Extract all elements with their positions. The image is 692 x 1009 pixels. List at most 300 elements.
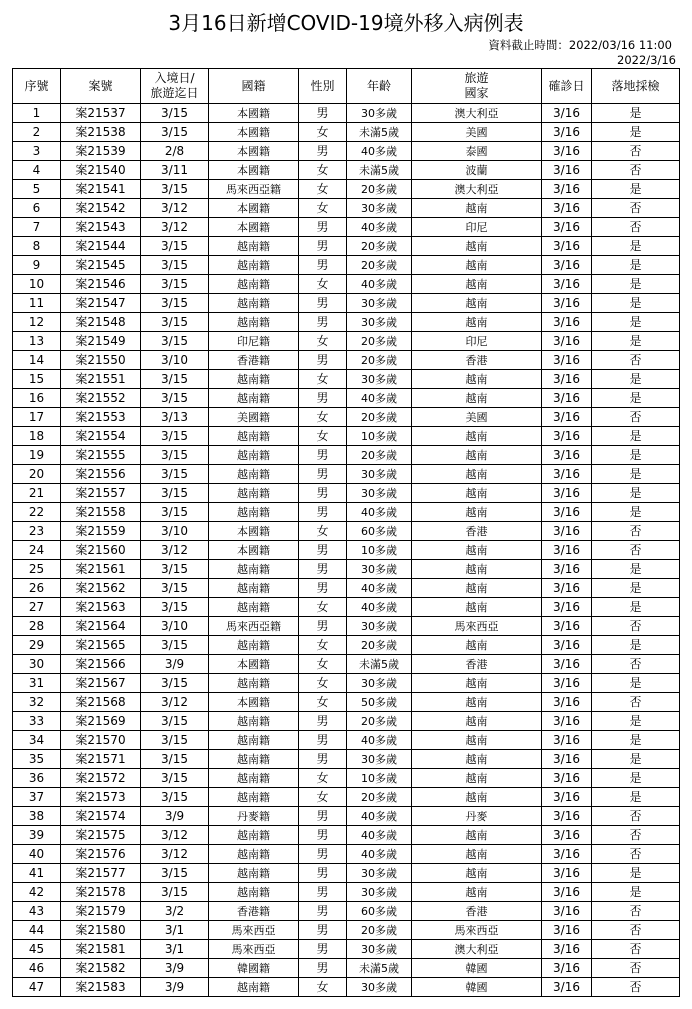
- table-row: [13, 769, 680, 788]
- cell-nationality: 本國籍: [209, 161, 299, 180]
- cell-age: 40多歲: [347, 503, 412, 522]
- cell-nationality: 本國籍: [209, 541, 299, 560]
- cell-travel-country: 印尼: [412, 332, 542, 351]
- cell-serial: 16: [13, 389, 61, 408]
- cell-entry-date: 3/9: [141, 959, 209, 978]
- table-row: [13, 408, 680, 427]
- cell-serial: 5: [13, 180, 61, 199]
- cell-sex: 男: [299, 902, 347, 921]
- cell-diagnosis-date: 3/16: [542, 959, 592, 978]
- cell-case-number: 案21559: [61, 522, 141, 541]
- cell-nationality: 越南籍: [209, 769, 299, 788]
- cell-nationality: 馬來西亞籍: [209, 617, 299, 636]
- cell-entry-date: 3/15: [141, 503, 209, 522]
- cell-diagnosis-date: 3/16: [542, 864, 592, 883]
- cell-nationality: 越南籍: [209, 294, 299, 313]
- cell-travel-country: 越南: [412, 294, 542, 313]
- table-row: [13, 446, 680, 465]
- header-airport-test: 落地採檢: [592, 69, 680, 104]
- cell-case-number: 案21577: [61, 864, 141, 883]
- table-row: [13, 142, 680, 161]
- cell-sex: 男: [299, 845, 347, 864]
- cell-age: 40多歲: [347, 826, 412, 845]
- cell-airport-test: 是: [592, 294, 680, 313]
- cell-entry-date: 3/9: [141, 655, 209, 674]
- cell-serial: 25: [13, 560, 61, 579]
- table-row: [13, 199, 680, 218]
- cell-serial: 31: [13, 674, 61, 693]
- cell-diagnosis-date: 3/16: [542, 199, 592, 218]
- cell-serial: 23: [13, 522, 61, 541]
- cell-sex: 女: [299, 370, 347, 389]
- cell-travel-country: 越南: [412, 864, 542, 883]
- cell-airport-test: 是: [592, 636, 680, 655]
- cell-age: 20多歲: [347, 237, 412, 256]
- cell-sex: 女: [299, 655, 347, 674]
- cell-entry-date: 3/15: [141, 883, 209, 902]
- cell-airport-test: 是: [592, 256, 680, 275]
- cell-travel-country: 越南: [412, 693, 542, 712]
- table-row: [13, 674, 680, 693]
- cell-diagnosis-date: 3/16: [542, 598, 592, 617]
- cell-nationality: 本國籍: [209, 123, 299, 142]
- cell-airport-test: 否: [592, 408, 680, 427]
- cell-travel-country: 越南: [412, 674, 542, 693]
- cell-nationality: 本國籍: [209, 104, 299, 123]
- cell-age: 30多歲: [347, 940, 412, 959]
- table-row: [13, 294, 680, 313]
- cell-sex: 女: [299, 199, 347, 218]
- cell-travel-country: 韓國: [412, 959, 542, 978]
- cell-case-number: 案21539: [61, 142, 141, 161]
- cell-diagnosis-date: 3/16: [542, 807, 592, 826]
- cell-entry-date: 3/15: [141, 712, 209, 731]
- table-row: [13, 541, 680, 560]
- cell-entry-date: 3/1: [141, 940, 209, 959]
- cell-nationality: 越南籍: [209, 389, 299, 408]
- cell-diagnosis-date: 3/16: [542, 845, 592, 864]
- cell-case-number: 案21576: [61, 845, 141, 864]
- cell-travel-country: 澳大利亞: [412, 104, 542, 123]
- cell-age: 10多歲: [347, 769, 412, 788]
- cell-sex: 男: [299, 959, 347, 978]
- cell-sex: 男: [299, 313, 347, 332]
- cell-airport-test: 是: [592, 275, 680, 294]
- cell-case-number: 案21544: [61, 237, 141, 256]
- cell-sex: 男: [299, 503, 347, 522]
- cell-sex: 女: [299, 123, 347, 142]
- cell-serial: 28: [13, 617, 61, 636]
- cell-sex: 男: [299, 864, 347, 883]
- cell-sex: 女: [299, 636, 347, 655]
- cell-nationality: 香港籍: [209, 902, 299, 921]
- cell-entry-date: 3/13: [141, 408, 209, 427]
- cell-entry-date: 3/2: [141, 902, 209, 921]
- cell-nationality: 越南籍: [209, 978, 299, 997]
- cell-airport-test: 是: [592, 332, 680, 351]
- cell-diagnosis-date: 3/16: [542, 731, 592, 750]
- cell-sex: 男: [299, 484, 347, 503]
- cell-diagnosis-date: 3/16: [542, 788, 592, 807]
- cell-serial: 40: [13, 845, 61, 864]
- cell-airport-test: 是: [592, 313, 680, 332]
- cell-serial: 27: [13, 598, 61, 617]
- cell-travel-country: 波蘭: [412, 161, 542, 180]
- cell-airport-test: 是: [592, 712, 680, 731]
- cell-sex: 女: [299, 427, 347, 446]
- cell-case-number: 案21560: [61, 541, 141, 560]
- cell-sex: 男: [299, 218, 347, 237]
- table-row: [13, 465, 680, 484]
- cell-serial: 45: [13, 940, 61, 959]
- cell-entry-date: 3/10: [141, 351, 209, 370]
- cell-sex: 男: [299, 940, 347, 959]
- cell-travel-country: 美國: [412, 408, 542, 427]
- table-row: [13, 636, 680, 655]
- cell-nationality: 越南籍: [209, 636, 299, 655]
- cell-nationality: 印尼籍: [209, 332, 299, 351]
- cell-case-number: 案21557: [61, 484, 141, 503]
- cell-airport-test: 是: [592, 503, 680, 522]
- cell-serial: 29: [13, 636, 61, 655]
- cell-case-number: 案21553: [61, 408, 141, 427]
- cell-entry-date: 3/15: [141, 123, 209, 142]
- cell-diagnosis-date: 3/16: [542, 370, 592, 389]
- cell-diagnosis-date: 3/16: [542, 408, 592, 427]
- cell-travel-country: 香港: [412, 655, 542, 674]
- cell-serial: 6: [13, 199, 61, 218]
- cell-sex: 女: [299, 332, 347, 351]
- table-body: [13, 104, 680, 997]
- cell-serial: 4: [13, 161, 61, 180]
- cell-serial: 32: [13, 693, 61, 712]
- cell-age: 30多歲: [347, 864, 412, 883]
- cell-travel-country: 越南: [412, 389, 542, 408]
- cell-nationality: 本國籍: [209, 655, 299, 674]
- table-row: [13, 712, 680, 731]
- table-row: [13, 522, 680, 541]
- cell-case-number: 案21564: [61, 617, 141, 636]
- cell-serial: 41: [13, 864, 61, 883]
- cell-serial: 35: [13, 750, 61, 769]
- cell-diagnosis-date: 3/16: [542, 750, 592, 769]
- cell-case-number: 案21563: [61, 598, 141, 617]
- cell-airport-test: 否: [592, 541, 680, 560]
- cell-entry-date: 3/15: [141, 446, 209, 465]
- cell-age: 40多歲: [347, 275, 412, 294]
- cell-travel-country: 越南: [412, 750, 542, 769]
- cell-case-number: 案21570: [61, 731, 141, 750]
- cell-case-number: 案21549: [61, 332, 141, 351]
- cell-age: 20多歲: [347, 256, 412, 275]
- cell-case-number: 案21554: [61, 427, 141, 446]
- table-row: [13, 237, 680, 256]
- table-row: [13, 693, 680, 712]
- cell-diagnosis-date: 3/16: [542, 104, 592, 123]
- cell-case-number: 案21543: [61, 218, 141, 237]
- cell-nationality: 越南籍: [209, 237, 299, 256]
- table-row: [13, 351, 680, 370]
- cell-entry-date: 3/15: [141, 427, 209, 446]
- cell-travel-country: 越南: [412, 503, 542, 522]
- cell-sex: 女: [299, 788, 347, 807]
- cell-sex: 女: [299, 161, 347, 180]
- cell-age: 20多歲: [347, 332, 412, 351]
- cell-entry-date: 3/15: [141, 731, 209, 750]
- cell-entry-date: 3/15: [141, 294, 209, 313]
- cell-diagnosis-date: 3/16: [542, 218, 592, 237]
- cell-travel-country: 越南: [412, 370, 542, 389]
- cell-travel-country: 越南: [412, 427, 542, 446]
- cell-diagnosis-date: 3/16: [542, 142, 592, 161]
- table-row: [13, 313, 680, 332]
- cell-travel-country: 美國: [412, 123, 542, 142]
- table-row: [13, 921, 680, 940]
- cell-diagnosis-date: 3/16: [542, 921, 592, 940]
- cell-sex: 男: [299, 541, 347, 560]
- cell-diagnosis-date: 3/16: [542, 579, 592, 598]
- cell-sex: 女: [299, 522, 347, 541]
- cell-airport-test: 是: [592, 674, 680, 693]
- cell-age: 20多歲: [347, 788, 412, 807]
- table-row: [13, 275, 680, 294]
- cell-airport-test: 否: [592, 655, 680, 674]
- cell-age: 40多歲: [347, 845, 412, 864]
- cell-airport-test: 是: [592, 370, 680, 389]
- table-row: [13, 598, 680, 617]
- cell-diagnosis-date: 3/16: [542, 712, 592, 731]
- cell-entry-date: 3/15: [141, 180, 209, 199]
- cell-entry-date: 3/15: [141, 370, 209, 389]
- cell-diagnosis-date: 3/16: [542, 655, 592, 674]
- cell-sex: 男: [299, 446, 347, 465]
- cell-sex: 男: [299, 237, 347, 256]
- cell-sex: 女: [299, 769, 347, 788]
- cell-diagnosis-date: 3/16: [542, 332, 592, 351]
- cell-travel-country: 越南: [412, 313, 542, 332]
- table-row: [13, 161, 680, 180]
- cell-travel-country: 越南: [412, 256, 542, 275]
- cell-nationality: 越南籍: [209, 864, 299, 883]
- header-nationality: 國籍: [209, 69, 299, 104]
- cell-airport-test: 是: [592, 750, 680, 769]
- cell-travel-country: 越南: [412, 883, 542, 902]
- cell-travel-country: 越南: [412, 769, 542, 788]
- cell-sex: 男: [299, 712, 347, 731]
- cell-nationality: 香港籍: [209, 351, 299, 370]
- cell-travel-country: 越南: [412, 636, 542, 655]
- cell-serial: 14: [13, 351, 61, 370]
- cell-case-number: 案21555: [61, 446, 141, 465]
- cell-age: 30多歲: [347, 294, 412, 313]
- cell-age: 30多歲: [347, 313, 412, 332]
- cell-nationality: 越南籍: [209, 731, 299, 750]
- cell-age: 30多歲: [347, 978, 412, 997]
- cell-sex: 男: [299, 351, 347, 370]
- cell-age: 30多歲: [347, 465, 412, 484]
- cell-case-number: 案21567: [61, 674, 141, 693]
- cell-travel-country: 馬來西亞: [412, 617, 542, 636]
- cell-sex: 女: [299, 978, 347, 997]
- cell-serial: 21: [13, 484, 61, 503]
- cell-age: 20多歲: [347, 446, 412, 465]
- cell-age: 未滿5歲: [347, 161, 412, 180]
- cell-sex: 男: [299, 807, 347, 826]
- cell-travel-country: 韓國: [412, 978, 542, 997]
- cell-entry-date: 3/11: [141, 161, 209, 180]
- cell-serial: 20: [13, 465, 61, 484]
- cell-serial: 17: [13, 408, 61, 427]
- table-row: [13, 218, 680, 237]
- imported-cases-table: [12, 68, 680, 997]
- cell-airport-test: 否: [592, 218, 680, 237]
- cell-travel-country: 香港: [412, 351, 542, 370]
- cell-case-number: 案21540: [61, 161, 141, 180]
- cell-sex: 男: [299, 142, 347, 161]
- cell-airport-test: 否: [592, 826, 680, 845]
- cell-age: 30多歲: [347, 370, 412, 389]
- cell-nationality: 越南籍: [209, 313, 299, 332]
- cell-nationality: 越南籍: [209, 427, 299, 446]
- cell-age: 20多歲: [347, 351, 412, 370]
- data-cutoff-time: 資料截止時間：2022/03/16 11:00: [488, 38, 672, 52]
- cell-nationality: 越南籍: [209, 845, 299, 864]
- cell-age: 60多歲: [347, 902, 412, 921]
- cell-sex: 男: [299, 389, 347, 408]
- cell-travel-country: 馬來西亞: [412, 921, 542, 940]
- cell-entry-date: 3/12: [141, 826, 209, 845]
- cell-travel-country: 香港: [412, 522, 542, 541]
- table-row: [13, 503, 680, 522]
- cell-entry-date: 3/15: [141, 104, 209, 123]
- cell-travel-country: 越南: [412, 484, 542, 503]
- cell-age: 60多歲: [347, 522, 412, 541]
- cell-travel-country: 越南: [412, 541, 542, 560]
- table-row: [13, 731, 680, 750]
- cell-diagnosis-date: 3/16: [542, 237, 592, 256]
- cell-serial: 7: [13, 218, 61, 237]
- cell-travel-country: 泰國: [412, 142, 542, 161]
- cell-age: 30多歲: [347, 104, 412, 123]
- cell-serial: 2: [13, 123, 61, 142]
- cell-entry-date: 3/15: [141, 636, 209, 655]
- cell-nationality: 本國籍: [209, 142, 299, 161]
- cell-nationality: 越南籍: [209, 256, 299, 275]
- cell-case-number: 案21579: [61, 902, 141, 921]
- cell-sex: 男: [299, 883, 347, 902]
- cell-case-number: 案21556: [61, 465, 141, 484]
- cell-serial: 38: [13, 807, 61, 826]
- cell-nationality: 本國籍: [209, 218, 299, 237]
- cell-serial: 19: [13, 446, 61, 465]
- cell-sex: 男: [299, 104, 347, 123]
- cell-case-number: 案21552: [61, 389, 141, 408]
- cell-entry-date: 3/15: [141, 465, 209, 484]
- cell-age: 40多歲: [347, 579, 412, 598]
- cell-diagnosis-date: 3/16: [542, 389, 592, 408]
- cell-airport-test: 否: [592, 940, 680, 959]
- cell-age: 40多歲: [347, 731, 412, 750]
- table-row: [13, 617, 680, 636]
- table-row: [13, 123, 680, 142]
- cell-airport-test: 是: [592, 180, 680, 199]
- cell-airport-test: 是: [592, 579, 680, 598]
- cell-diagnosis-date: 3/16: [542, 446, 592, 465]
- cell-serial: 13: [13, 332, 61, 351]
- cell-travel-country: 越南: [412, 275, 542, 294]
- table-row: [13, 484, 680, 503]
- cell-nationality: 越南籍: [209, 883, 299, 902]
- cell-sex: 男: [299, 750, 347, 769]
- cell-diagnosis-date: 3/16: [542, 503, 592, 522]
- cell-diagnosis-date: 3/16: [542, 902, 592, 921]
- cell-sex: 男: [299, 560, 347, 579]
- header-case-number: 案號: [61, 69, 141, 104]
- cell-diagnosis-date: 3/16: [542, 294, 592, 313]
- header-sex: 性別: [299, 69, 347, 104]
- cell-travel-country: 越南: [412, 598, 542, 617]
- cell-case-number: 案21581: [61, 940, 141, 959]
- cell-diagnosis-date: 3/16: [542, 351, 592, 370]
- cell-travel-country: 越南: [412, 465, 542, 484]
- table-row: [13, 256, 680, 275]
- cell-serial: 26: [13, 579, 61, 598]
- cell-diagnosis-date: 3/16: [542, 275, 592, 294]
- table-row: [13, 370, 680, 389]
- cell-case-number: 案21573: [61, 788, 141, 807]
- cell-serial: 30: [13, 655, 61, 674]
- cell-age: 40多歲: [347, 142, 412, 161]
- cell-entry-date: 2/8: [141, 142, 209, 161]
- header-travel-country: 旅遊 國家: [412, 69, 542, 104]
- cell-serial: 8: [13, 237, 61, 256]
- cell-nationality: 越南籍: [209, 712, 299, 731]
- cell-age: 30多歲: [347, 484, 412, 503]
- table-row: [13, 883, 680, 902]
- cell-serial: 36: [13, 769, 61, 788]
- table-row: [13, 180, 680, 199]
- table-row: [13, 940, 680, 959]
- cell-airport-test: 是: [592, 769, 680, 788]
- cell-case-number: 案21548: [61, 313, 141, 332]
- cell-age: 20多歲: [347, 180, 412, 199]
- cell-nationality: 美國籍: [209, 408, 299, 427]
- cell-entry-date: 3/15: [141, 275, 209, 294]
- cell-age: 20多歲: [347, 636, 412, 655]
- cell-sex: 女: [299, 693, 347, 712]
- cell-nationality: 越南籍: [209, 674, 299, 693]
- cell-age: 30多歲: [347, 674, 412, 693]
- cell-age: 未滿5歲: [347, 123, 412, 142]
- cell-diagnosis-date: 3/16: [542, 693, 592, 712]
- cell-nationality: 越南籍: [209, 503, 299, 522]
- cell-airport-test: 否: [592, 142, 680, 161]
- cell-diagnosis-date: 3/16: [542, 769, 592, 788]
- table-row: [13, 427, 680, 446]
- cell-serial: 10: [13, 275, 61, 294]
- cell-travel-country: 越南: [412, 712, 542, 731]
- cell-entry-date: 3/15: [141, 750, 209, 769]
- cell-diagnosis-date: 3/16: [542, 123, 592, 142]
- cell-case-number: 案21571: [61, 750, 141, 769]
- cell-entry-date: 3/10: [141, 617, 209, 636]
- cell-age: 未滿5歲: [347, 959, 412, 978]
- cell-age: 30多歲: [347, 617, 412, 636]
- cell-case-number: 案21569: [61, 712, 141, 731]
- cell-age: 20多歲: [347, 712, 412, 731]
- cell-travel-country: 澳大利亞: [412, 180, 542, 199]
- table-row: [13, 104, 680, 123]
